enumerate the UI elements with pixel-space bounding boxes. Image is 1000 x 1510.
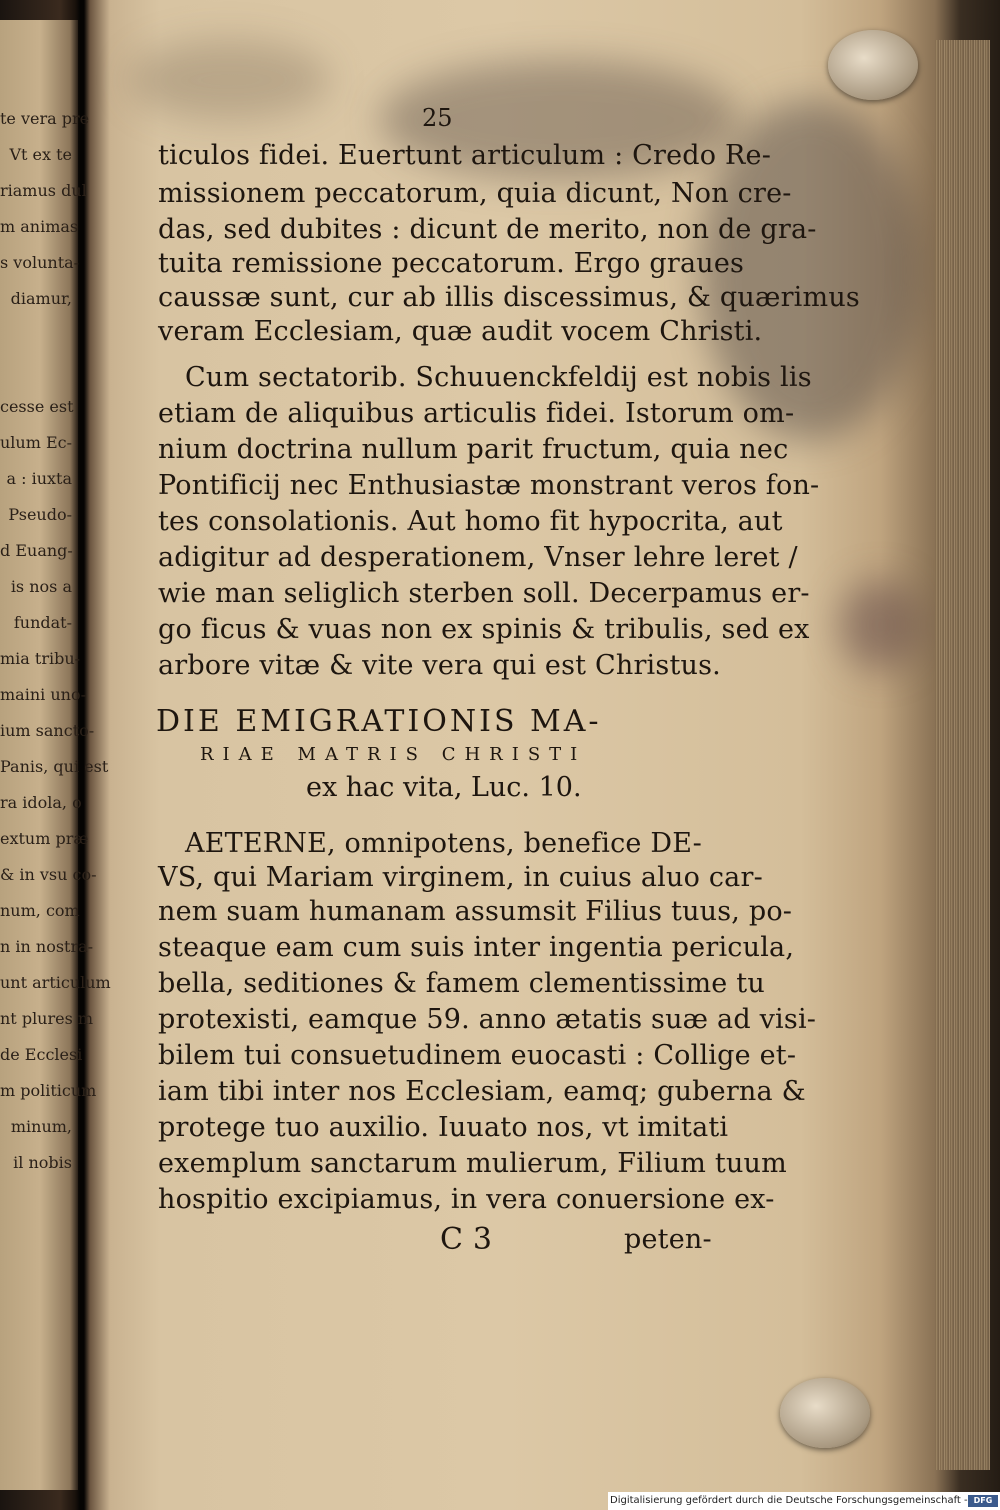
left-page-fragment: a : iuxta [6,469,72,488]
left-page-fragment: m animas [0,217,79,236]
prayer-line: exemplum sanctarum mulierum, Filium tuum [158,1148,787,1179]
left-page-fragment: m politicum [0,1081,97,1100]
left-page-fragment: nt plures m [0,1009,94,1028]
heading-line-2: RIAE MATRIS CHRISTI [200,744,587,765]
body-line: missionem peccatorum, quia dicunt, Non cre- [158,178,792,209]
body-line: go ficus & vuas non ex spinis & tribulis, sed ex [158,614,810,645]
stain [130,40,330,120]
left-page-fragment: is nos a [10,577,72,596]
body-line: tuita remissione peccatorum. Ergo graues [158,248,745,279]
left-page-fragment: cesse est [0,397,74,416]
body-line: tes consolationis. Aut homo fit hypocrita, aut [158,506,783,537]
left-page-fragment: ium sancto- [0,721,95,740]
left-page-fragment: ra idola, o [0,793,82,812]
heading-line-1: DIE EMIGRATIONIS MA- [156,704,602,739]
left-page-fragment: extum præ [0,829,89,848]
left-page-fragment: Pseudo- [8,505,72,524]
digitization-footer [608,1492,1000,1510]
prayer-line: nem suam humanam assumsit Filius tuus, po- [158,896,793,927]
prayer-line: steaque eam cum suis inter ingentia pericula, [158,932,795,963]
left-page-fragment: mia tribu- [0,649,81,668]
body-line: Pontificij nec Enthusiastæ monstrant veros fon- [158,470,820,501]
prayer-line: protege tuo auxilio. Iuuato nos, vt imitati [158,1112,729,1143]
prayer-line: protexisti, eamque 59. anno ætatis suæ ad visi- [158,1004,817,1035]
heading-line-3: ex hac vita, Luc. 10. [306,772,582,803]
prayer-line: bella, seditiones & famem clementissime tu [158,968,765,999]
body-line: das, sed dubites : dicunt de merito, non de gra- [158,214,817,245]
left-page-fragment: de Ecclesi [0,1045,83,1064]
left-page-fragment: unt articulum [0,973,111,992]
body-line: Cum sectatorib. Schuuenckfeldij est nobis lis [185,362,812,393]
page-number: 25 [422,104,453,132]
signature-mark: C 3 [440,1222,493,1257]
left-page-fragment: fundat- [13,613,72,632]
book-clip-bottom [780,1378,870,1448]
left-page-fragment: Panis, qui est [0,757,109,776]
left-page-fragment: te vera pre [0,109,90,128]
catchword: peten- [624,1224,712,1255]
left-page-fragment: d Euang- [0,541,73,560]
left-page-fragment: Vt ex te [9,145,72,164]
left-page-fragment: maini uno- [0,685,86,704]
left-page-fragment: s volunta- [0,253,80,272]
body-line: etiam de aliquibus articulis fidei. Istorum om- [158,398,795,429]
stain [840,580,920,670]
body-line: adigitur ad desperationem, Vnser lehre leret / [158,542,798,573]
left-page-fragment: minum, [10,1117,72,1136]
body-line: arbore vitæ & vite vera qui est Christus. [158,650,721,681]
prayer-line: AETERNE, omnipotens, benefice DE- [185,828,702,859]
prayer-line: VS, qui Mariam virginem, in cuius aluo car- [158,862,763,893]
body-line: ticulos fidei. Euertunt articulum : Credo Re- [158,140,772,171]
footer-text: Digitalisierung gefördert durch die Deutsche Forschungsgemeinschaft - [610,1495,968,1506]
left-page-fragment: num, com [0,901,80,920]
left-page-fragment: ulum Ec- [0,433,73,452]
left-page-fragment: diamur, [10,289,72,308]
left-page-fragment: n in nostra- [0,937,94,956]
prayer-line: bilem tui consuetudinem euocasti : Collige et- [158,1040,797,1071]
book-clip-top [828,30,918,100]
prayer-line: hospitio excipiamus, in vera conuersione ex- [158,1184,775,1215]
page-edges [935,40,990,1470]
left-page-edge [0,20,111,1490]
prayer-line: iam tibi inter nos Ecclesiam, eamq; guberna & [158,1076,806,1107]
left-page-fragment: il nobis [13,1153,72,1172]
dfg-logo: DFG [968,1495,998,1507]
left-page-fragment: & in vsu co- [0,865,97,884]
body-line: wie man seliglich sterben soll. Decerpamus er- [158,578,810,609]
body-line: caussæ sunt, cur ab illis discessimus, & quærimus [158,282,860,313]
body-line: nium doctrina nullum parit fructum, quia nec [158,434,789,465]
body-line: veram Ecclesiam, quæ audit vocem Christi. [158,316,763,347]
left-page-fragment: riamus dul [0,181,87,200]
